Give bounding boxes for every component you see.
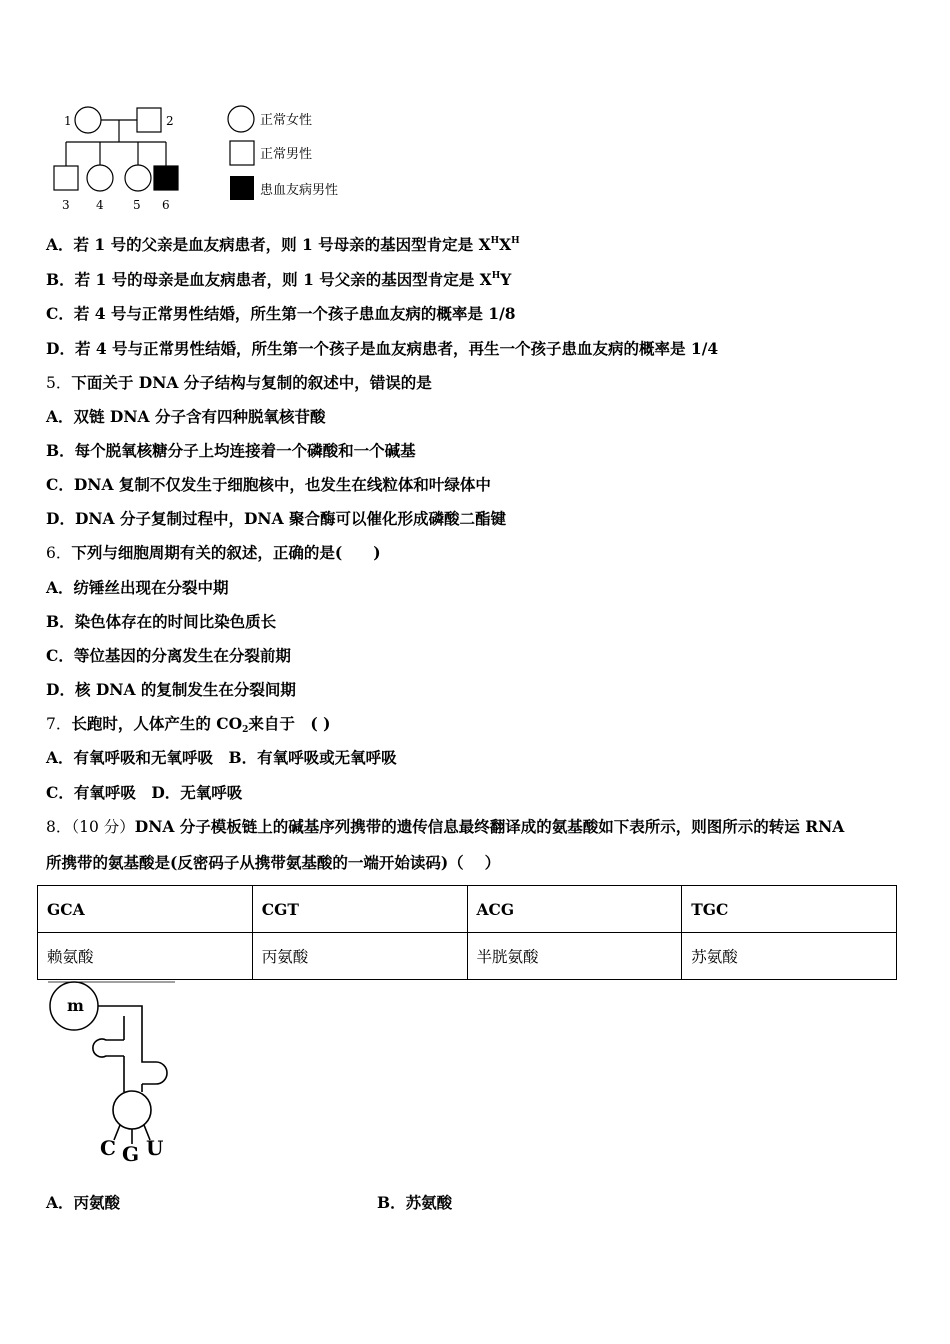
q5-stem-text: 下面关于 DNA 分子结构与复制的叙述中，错误的是 — [71, 373, 432, 392]
q8-stem-line2: 所携带的氨基酸是(反密码子从携带氨基酸的一端开始读码)（ ） — [46, 853, 501, 872]
q5-option-b[interactable]: B．每个脱氧核糖分子上均连接着一个磷酸和一个碱基 — [46, 441, 416, 460]
individual-1-normal-female — [75, 107, 101, 133]
q8-stem-text-1: DNA 分子模板链上的碱基序列携带的遗传信息最终翻译成的氨基酸如下表所示，则图所示的转运 RNA — [134, 817, 845, 836]
pedigree-diagram — [40, 98, 360, 218]
legend-affected-symbol — [230, 176, 254, 200]
label-6: 6 — [162, 198, 170, 212]
q6-stem-text: 下列与细胞周期有关的叙述，正确的是( ) — [71, 543, 381, 562]
amino-acid-row — [38, 933, 897, 980]
q6-option-c[interactable]: C．等位基因的分离发生在分裂前期 — [46, 646, 291, 665]
codon-row — [38, 886, 897, 933]
codon-cell: TGC — [682, 886, 897, 933]
q6-option-b[interactable]: B．染色体存在的时间比染色质长 — [46, 612, 277, 631]
q4-option-b-sup1: H — [491, 271, 501, 281]
codon-table — [37, 885, 897, 980]
q7-stem-sub: 2 — [242, 725, 249, 735]
label-1: 1 — [64, 114, 72, 128]
codon-cell: GCA — [38, 886, 253, 933]
label-5: 5 — [133, 198, 141, 212]
trna-stem — [98, 1006, 142, 1040]
individual-5-normal-female — [125, 165, 151, 191]
anticodon-base-u: U — [146, 1136, 164, 1160]
q7-stem — [46, 714, 330, 734]
q7-number: 7． — [46, 715, 72, 733]
q4-option-a[interactable] — [46, 235, 520, 255]
q8-option-a[interactable]: A．丙氨酸 — [46, 1193, 121, 1212]
q5-stem — [46, 373, 432, 393]
anticodon-base-g: G — [122, 1142, 140, 1166]
q4-option-b-post: Y — [500, 270, 512, 289]
q5-number: 5． — [46, 374, 72, 392]
individual-2-normal-male — [137, 108, 161, 132]
q7-options-cd[interactable]: C．有氧呼吸 D．无氧呼吸 — [46, 783, 243, 802]
trna-diagram — [40, 980, 190, 1170]
legend-affected-male: 患血友病男性 — [260, 183, 339, 198]
anticodon-base-c: C — [100, 1136, 116, 1160]
amino-acid-m-label: m — [67, 996, 84, 1015]
codon-cell: CGT — [252, 886, 467, 933]
q4-option-a-sup1: H — [490, 236, 500, 246]
label-3: 3 — [62, 198, 70, 212]
legend-normal-male: 正常男性 — [260, 147, 313, 162]
individual-3-normal-male — [54, 166, 78, 190]
q4-option-a-sup2: H — [511, 236, 520, 246]
legend-female-symbol — [228, 106, 254, 132]
legend-normal-female: 正常女性 — [260, 113, 313, 128]
anticodon-loop — [113, 1091, 151, 1129]
q7-stem-text: 长跑时，人体产生的 CO — [71, 714, 243, 733]
q7-options-ab[interactable]: A．有氧呼吸和无氧呼吸 B．有氧呼吸或无氧呼吸 — [46, 748, 397, 767]
q4-option-a-mid: X — [499, 235, 512, 254]
q8-stem-line1 — [46, 817, 844, 837]
individual-6-affected-male — [154, 166, 178, 190]
q5-option-a[interactable]: A．双链 DNA 分子含有四种脱氧核苷酸 — [46, 407, 326, 426]
amino-acid-cell: 苏氨酸 — [682, 933, 897, 980]
q4-option-b-text: B．若 1 号的母亲是血友病患者，则 1 号父亲的基因型肯定是 X — [46, 270, 492, 289]
q8-number: 8．（10 分） — [46, 818, 135, 836]
trna-left-loop — [93, 1039, 124, 1078]
trna-right-loop — [142, 1040, 167, 1092]
codon-cell: ACG — [467, 886, 682, 933]
q6-option-d[interactable]: D．核 DNA 的复制发生在分裂间期 — [46, 680, 296, 699]
q7-stem-post: 来自于 ( ) — [248, 714, 331, 733]
q4-option-d[interactable]: D．若 4 号与正常男性结婚，所生第一个孩子是血友病患者，再生一个孩子患血友病的概率是 1/4 — [46, 339, 719, 358]
individual-4-normal-female — [87, 165, 113, 191]
q5-option-d[interactable]: D．DNA 分子复制过程中，DNA 聚合酶可以催化形成磷酸二酯键 — [46, 509, 507, 528]
amino-acid-cell: 丙氨酸 — [252, 933, 467, 980]
legend-male-symbol — [230, 141, 254, 165]
label-2: 2 — [166, 114, 174, 128]
amino-acid-cell: 半胱氨酸 — [467, 933, 682, 980]
q8-option-b[interactable]: B．苏氨酸 — [377, 1193, 453, 1212]
amino-acid-cell: 赖氨酸 — [38, 933, 253, 980]
q6-number: 6． — [46, 544, 72, 562]
q6-option-a[interactable]: A．纺锤丝出现在分裂中期 — [46, 578, 229, 597]
q6-stem — [46, 543, 381, 563]
q5-option-c[interactable]: C．DNA 复制不仅发生于细胞核中，也发生在线粒体和叶绿体中 — [46, 475, 491, 494]
q4-option-a-text: A．若 1 号的父亲是血友病患者，则 1 号母亲的基因型肯定是 X — [46, 235, 491, 254]
q4-option-b[interactable] — [46, 270, 511, 290]
q4-option-c[interactable]: C．若 4 号与正常男性结婚，所生第一个孩子患血友病的概率是 1/8 — [46, 304, 516, 323]
label-4: 4 — [96, 198, 104, 212]
